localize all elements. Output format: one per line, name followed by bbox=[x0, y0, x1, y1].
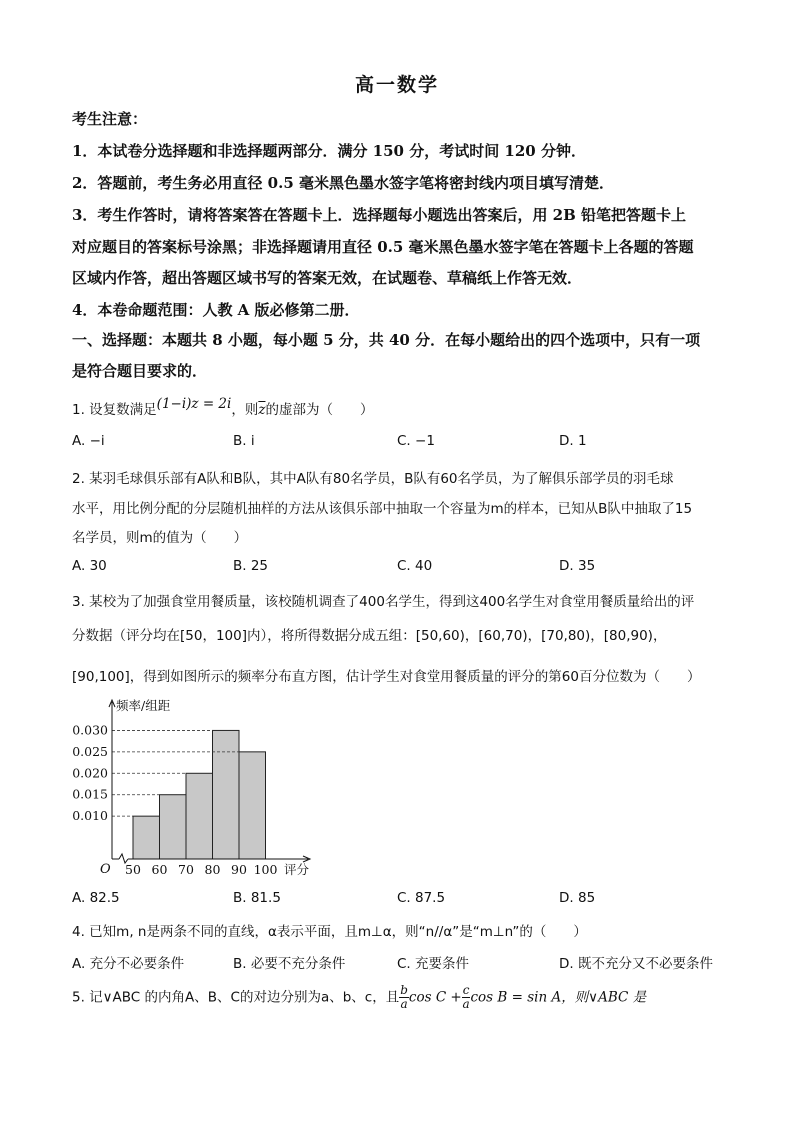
x-tick-label: 50 bbox=[125, 862, 141, 877]
question-4: 4. 已知m, n是两条不同的直线，α表示平面，且m⊥α，则“n//α”是“m⊥n”的（ ） bbox=[72, 924, 587, 940]
question-3-line-1: 3. 某校为了加强食堂用餐质量，该校随机调查了400名学生，得到这400名学生对食堂用餐质量给出的评 bbox=[72, 594, 695, 610]
x-tick-label: 80 bbox=[204, 862, 221, 877]
notice-item-4: 4．本卷命题范围：人教 A 版必修第二册． bbox=[72, 301, 360, 319]
section-heading: 一、选择题：本题共 8 小题，每小题 5 分，共 40 分．在每小题给出的四个选项中，只有一项 bbox=[72, 331, 701, 349]
question-5 bbox=[72, 984, 732, 1011]
histogram-bar bbox=[133, 816, 160, 859]
notice-item-3-cont2: 区域内作答，超出答题区域书写的答案无效，在试题卷、草稿纸上作答无效． bbox=[72, 269, 583, 287]
x-axis-label: 评分 bbox=[284, 862, 310, 877]
question-3-line-3: [90,100]，得到如图所示的频率分布直方图，估计学生对食堂用餐质量的评分的第60百分位数为（ ） bbox=[72, 669, 701, 685]
q5-frac1-denominator: a bbox=[400, 997, 408, 1011]
q1-option-a: A. −i bbox=[72, 433, 105, 449]
q4-option-b: B. 必要不充分条件 bbox=[233, 956, 346, 972]
q4-option-a: A. 充分不必要条件 bbox=[72, 956, 185, 972]
q5-fraction-1 bbox=[399, 984, 409, 1011]
notice-item-3-cont: 对应题目的答案标号涂黑；非选择题请用直径 0.5 毫米黑色墨水签字笔在答题卡上各题的答题 bbox=[72, 238, 694, 256]
q1-formula: (1−i)z = 2i bbox=[156, 396, 232, 412]
y-tick-label: 0.015 bbox=[72, 786, 108, 802]
question-2-line-1: 2. 某羽毛球俱乐部有A队和B队，其中A队有80名学员，B队有60名学员，为了解俱乐部学员的羽毛球 bbox=[72, 471, 674, 487]
q3-option-a: A. 82.5 bbox=[72, 890, 120, 906]
y-tick-label: 0.010 bbox=[72, 808, 108, 824]
q5-mid-2: cos B = sin A，则∨ABC 是 bbox=[470, 989, 647, 1006]
q1-option-c: C. −1 bbox=[397, 433, 435, 449]
x-tick-label: 60 bbox=[151, 862, 168, 877]
x-tick-label: 70 bbox=[178, 862, 194, 877]
question-2-line-2: 水平，用比例分配的分层随机抽样的方法从该俱乐部中抽取一个容量为m的样本，已知从B队中抽取了15 bbox=[72, 501, 693, 517]
notice-item-3: 3．考生作答时，请将答案答在答题卡上．选择题每小题选出答案后，用 2B 铅笔把答题卡上 bbox=[72, 206, 687, 224]
histogram-bar bbox=[160, 795, 187, 859]
question-1 bbox=[72, 398, 732, 418]
histogram-bar bbox=[239, 752, 266, 859]
frequency-histogram bbox=[72, 696, 332, 886]
question-3-line-2: 分数据（评分均在[50，100]内），将所得数据分成五组：[50,60)，[60,70)，[70,80)，[80,90)， bbox=[72, 628, 667, 644]
q2-option-c: C. 40 bbox=[397, 558, 433, 574]
y-tick-label: 0.030 bbox=[72, 722, 108, 738]
q3-option-c: C. 87.5 bbox=[397, 890, 446, 906]
q5-frac2-denominator: a bbox=[462, 997, 470, 1011]
notice-item-2: 2．答题前，考生务必用直径 0.5 毫米黑色墨水签字笔将密封线内项目填写清楚． bbox=[72, 174, 614, 192]
section-heading-cont: 是符合题目要求的． bbox=[72, 362, 208, 380]
y-tick-label: 0.020 bbox=[72, 765, 108, 781]
q5-frac1-numerator: b bbox=[400, 983, 408, 997]
q2-option-d: D. 35 bbox=[559, 558, 596, 574]
q1-pre: 1. 设复数满足 bbox=[72, 402, 157, 418]
q5-frac2-numerator: c bbox=[462, 983, 470, 997]
x-tick-label: 100 bbox=[253, 862, 278, 877]
q4-option-d: D. 既不充分又不必要条件 bbox=[559, 956, 713, 972]
y-tick-label: 0.025 bbox=[72, 743, 108, 759]
q4-option-c: C. 充要条件 bbox=[397, 956, 470, 972]
q1-option-d: D. 1 bbox=[559, 433, 587, 449]
q1-option-b: B. i bbox=[233, 433, 255, 449]
notice-heading: 考生注意： bbox=[72, 110, 148, 128]
q5-pre: 5. 记∨ABC 的内角A、B、C的对边分别为a、b、c，且 bbox=[72, 989, 400, 1006]
q5-mid-1: cos C + bbox=[408, 989, 462, 1006]
y-axis-label: 频率/组距 bbox=[116, 698, 171, 713]
origin-label: O bbox=[100, 862, 111, 877]
q3-option-b: B. 81.5 bbox=[233, 890, 281, 906]
histogram-bar bbox=[186, 773, 213, 859]
q1-post: 的虚部为（ ） bbox=[265, 402, 374, 418]
q2-option-b: B. 25 bbox=[233, 558, 269, 574]
page-title: 高一数学 bbox=[354, 74, 439, 96]
x-tick-label: 90 bbox=[231, 862, 247, 877]
notice-item-1: 1．本试卷分选择题和非选择题两部分．满分 150 分，考试时间 120 分钟． bbox=[72, 142, 586, 160]
q3-option-d: D. 85 bbox=[559, 890, 596, 906]
histogram-bar bbox=[213, 730, 240, 859]
q1-zbar: $\overline{z}$ bbox=[258, 402, 266, 418]
q1-mid: ，则 bbox=[231, 402, 259, 418]
q2-option-a: A. 30 bbox=[72, 558, 107, 574]
question-2-line-3: 名学员，则m的值为（ ） bbox=[72, 530, 248, 546]
